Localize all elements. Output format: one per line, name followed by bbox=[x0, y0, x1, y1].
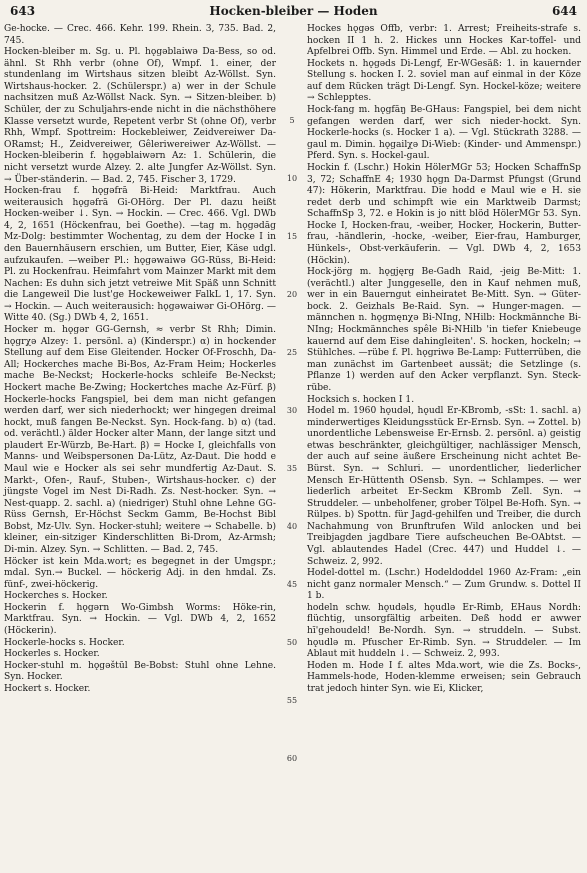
line-number: 60 bbox=[286, 754, 298, 763]
line-number: 5 bbox=[289, 116, 295, 125]
entry-text: Hodel-dottel m. (Lschr.) Hodeldoddel 1960 Az-Fram: „ein nicht ganz normaler Mensch.“ — Zum Grundw. s. Dottel II 1 b. bbox=[307, 568, 581, 602]
entry-text: Hocker-stuhl m. hǫgəštūl Be-Bobst: Stuhl ohne Lehne. Syn. Hocker. bbox=[4, 660, 276, 683]
entry-text: Ge-hocke. — Crec. 466. Kehr. 199. Rhein. 3, 735. Bad. 2, 745. bbox=[4, 24, 276, 46]
left-column bbox=[4, 24, 276, 696]
page-number-right: 644 bbox=[551, 4, 577, 18]
line-number: 50 bbox=[286, 638, 298, 647]
line-number: 35 bbox=[286, 464, 298, 473]
entry-text: hodeln schw. hǫudəls, hǫudlə Er-Rimb, EHaus Nordh: flüchtig, unsorgfältig arbeiten. Deß hodd er awwer hī'gehoudeld! Be-Nordh. Syn. → struddeln. — Subst. hǫudlə m. Pfuscher Er-Rimb. Syn. → Struddeler. — Im Ablaut mit huddeln ↓. — Schweiz. 2, 993. bbox=[307, 602, 581, 660]
line-number: 20 bbox=[286, 290, 298, 299]
entry-text: Hockes hǫgəs Offb, verbr: 1. Arrest; Freiheits-strafe s. hocken II 1 h. 2. Hickes unn Hockes Kar-toffel- und Apfelbrei Offb. Syn. Himmel und Erde. — Abl. zu hocken. bbox=[307, 24, 581, 58]
entry-text: Hockert s. Hocker. bbox=[4, 683, 91, 694]
entry-text: Hock-fang m. hǫgfāŋ Be-GHaus: Fangspiel, bei dem nicht gefangen werden darf, wer sich nieder-hockt. Syn. Hockerle-hocks (s. Hocker 1 a). — Vgl. Stückrath 3288. —gaul m. Dimin. hǫgailχə Di-Wieb: (Kinder- und Ammenspr.) Pferd. Syn. s. Hockel-gaul. bbox=[307, 105, 581, 162]
entry-text: Hockerle-hocks s. Hocker. bbox=[4, 637, 125, 648]
entry-text: Hocker m. hǫgər GG-Gernsh, ≈ verbr St Rhh; Dimin. hǫgrχə Alzey: 1. persönl. a) (Kinderspr.) α) in hockender Stellung auf dem Eise Gleitender. Hocker Of-Froschh, Da-All; Hockerches mache Bi-Bos, Az-Fram Heim; Hockerles mache Be-Neckst; Hockerle-hocks schleife Be-Neckst; Hockert mache Be-Zwing; Hockertches mache Az-Fürf. β) Hockerle-hocks Fangspiel, bei dem man nicht gefangen werden darf, wer sich niederhockt; wer hingegen dreimal hockt, muß fangen Be-Neckst. Syn. Hock-fang. b) α) (tad. od. verächtl.) älder Hocker alter Mann, der lange sitzt und plaudert Er-Würzb, Be-Hart. β) = Hocke I, gleichfalls von Manns- und Weibspersonen Da-Lütz, Az-Daut. Die hodd e Maul wie e Hocker als sei sehr mundfertig Az-Daut. S. Markt-, Ofen-, Rauf-, Stuben-, Wirtshaus-hocker. c) der jüngste Vogel im Nest Di-Radh. Zs. Nest-hocker. Syn. → Nest-quapp. 2. sachl. a) (niedriger) Stuhl ohne Lehne GG-Rüss Gernsh, Er-Höchst Seckm Gamm, Be-Hochst Bibl Bobst, Mz-Ulv. Syn. Hocker-stuhl; weitere → Schabelle. b) kleiner, ein-sitziger Kinderschlitten Bi-Drom, Az-Armsh; Di-min. Alzey. Syn. → Schlitten. — Bad. 2, 745. bbox=[4, 325, 276, 556]
entry-text: Hockerches s. Hocker. bbox=[4, 591, 108, 602]
entry-text: Hocken-bleiber m. Sg. u. Pl. hǫgəblaiwə Da-Bess, so od. ähnl. St Rhh verbr (ohne Of), Wmpf. 1. einer, der stundenlang im Wirtshaus sitzen bleibt Az-Wöllst. Syn. Wirtshaus-hocker. 2. (Schülerspr.) a) wer in der Schule nachsitzen muß Az-Wöllst Nack. Syn. → Sitzen-bleiber. b) Schüler, der zu Schuljahrs-ende nicht in die nächsthöhere Klasse versetzt wurde, Repetent verbr St (ohne Of), verbr Rhh, Wmpf. Spottreim: Hockebleiwer, Zeidvereiwer Da-ORamst; H., Zeidvereiwer, Gêleriwereiwer Az-Wöllst. — Hocken-bleiberin f. hǫgəblaiwərn Az: 1. Schülerin, die nicht versetzt wurde Alzey. 2. alte Jungfer Az-Wöllst. Syn. → Über-ständerin. — Bad. 2, 745. Fischer 3, 1729. bbox=[4, 47, 276, 185]
page-title: Hocken-bleiber — Hoden bbox=[209, 4, 378, 18]
line-number: 40 bbox=[286, 522, 298, 531]
line-number: 25 bbox=[286, 348, 298, 357]
line-number: 55 bbox=[286, 696, 298, 705]
entry-text: Hodel m. 1960 hǫudəl, hǫudl Er-KBromb, -sSt: 1. sachl. a) minderwertiges Kleidungsstück Er-Ernsb. Syn. → Zottel. b) unordentliche Lebensweise Er-Ernsb. 2. persönl. a) geistig etwas beschränkter, gleichgültiger, nachlässiger Mensch, der auch auf seine äußere Erscheinung nicht achtet Be-Bürst. Syn. → Schluri. — unordentlicher, liederlicher Mensch Er-Hüttenth OSensb. Syn. → Schlampes. — wer liederlich arbeitet Er-Seckm KBromb Zell. Syn. → Struddeler. — unbeholfener, grober Tölpel Be-Hofh. Syn. → Rülpes. b) Spottn. für Jagd-gehilfen und Treiber, die durch Nachahmung von Brunftrufen Wild anlocken und bei Treibjagden jagdbare Tiere aufscheuchen Be-OAbtst. — Vgl. ablautendes Hadel (Crec. 447) und Huddel ↓. — Schweiz. 2, 992. bbox=[307, 406, 581, 567]
entry-text: Hockerles s. Hocker. bbox=[4, 649, 100, 660]
line-number: 10 bbox=[286, 174, 298, 183]
right-column bbox=[307, 24, 581, 696]
page-number-left: 643 bbox=[10, 4, 36, 18]
entry-text: Hockin f. (Lschr.) Hokin HölerMGr 53; Hocken SchaffnSp 3, 72; SchaffnE 4; 1930 hǫgn Da-Darmst Pfungst (Grund 47): Hökerin, Marktfrau. Die hodd e Maul wie e H. sie redet derb und schimpft wie ein Marktweib Darmst; SchaffnSp 3, 72. e Hokin is jo nitt blöd HölerMGr 53. Syn. Hocke I, Hocken-frau, -weiber, Hocker, Hockerin, Butter-frau, -händlerin, -hocke, -weiber, Eier-frau, Hamburger, Hünkels-, Obst-verkäuferin. — Vgl. DWb 4, 2, 1653 (Höckin). bbox=[307, 162, 581, 266]
entry-text: Hockets n. hǫgəds Di-Lengf, Er-WGesäß: 1. in kauernder Stellung s. hocken I. 2. soviel man auf einmal in der Köze auf dem Rücken trägt Di-Lengf. Syn. Hockel-köze; weitere → Schlepptes. bbox=[307, 58, 581, 104]
page-header bbox=[10, 4, 577, 22]
entry-text: Höcker ist kein Mda.wort; es begegnet in der Umgspr.; mdal. Syn.→ Buckel. — höckerig Adj. in den hmdal. Zs. fünf-, zwei-höckerig. bbox=[4, 556, 276, 590]
line-number: 45 bbox=[286, 580, 298, 589]
entry-text: Hoden m. Hode I f. altes Mda.wort, wie die Zs. Bocks-, Hammels-hode, Hoden-klemme erweisen; sein Gebrauch trat jedoch hinter Syn. wie Ei, Klicker, bbox=[307, 660, 581, 694]
line-number: 30 bbox=[286, 406, 298, 415]
entry-text: Hocken-frau f. hǫgəfrā Bi-Heid: Marktfrau. Auch weiterausich hǫgəfrā Gi-OHörg. Der Pl. dazu heißt Hocken-weiber ↓. Syn. → Hockin. — Crec. 466. Vgl. DWb 4, 2, 1651 (Höckenfrau, bei Goethe). —tag m. hǫgədāg Mz-Dolg: bestimmter Wochentag, zu dem der Hocke I in den Bauernhäusern erschien, um Butter, Eier, Käse udgl. aufzukaufen. —weiber Pl.: hǫgəwaiwə GG-Rüss, Bi-Heid: Pl. zu Hockenfrau. Heimfahrt vom Mainzer Markt mit dem Nachen: Es duhn sich jetzt vetreiwe Mit Späß unn Schnitt die Langeweil Die lust'ge Hockeweiwer FalkL 1, 17. Syn. → Hockin. — Auch weiterausich: hǫgəwaiwər Gi-OHörg. — Witte 40. (Sg.) DWb 4, 2, 1651. bbox=[4, 186, 276, 324]
entry-text: Hock-jörg m. hǫgjęrg Be-Gadh Raid, -jeig Be-Mitt: 1. (verächtl.) alter Junggeselle, den in Kauf nehmen muß, wer in ein Bauerngut einheiratet Be-Mitt. Syn. → Güter-bock. 2. Geizhals Be-Raid. Syn. → Hunger-magen. —männchen n. hǫgmęnχə Bi-NIng, NHilb: Hockmännche Bi-NIng; Hockmännches spêle Bi-NHilb 'in tiefer Kniebeuge kauernd auf dem Eise dahingleiten'. S. hocken, hockeln; → Stühlches. —rübe f. Pl. hǫgriwə Be-Lamp: Futterrüben, die man zunächst im Gartenbeet aussät; die Setzlinge (s. Pflanze 1) werden auf den Acker verpflanzt. Syn. Steck-rübe. bbox=[307, 267, 581, 393]
line-number: 15 bbox=[286, 232, 298, 241]
entry-text: Hockerin f. hǫgərn Wo-Gimbsh Worms: Höke-rin, Marktfrau. Syn. → Hockin. — Vgl. DWb 4, 2, 1652 (Höckerin). bbox=[4, 602, 276, 637]
entry-text: Hocksich s. hocken I 1. bbox=[307, 394, 415, 405]
